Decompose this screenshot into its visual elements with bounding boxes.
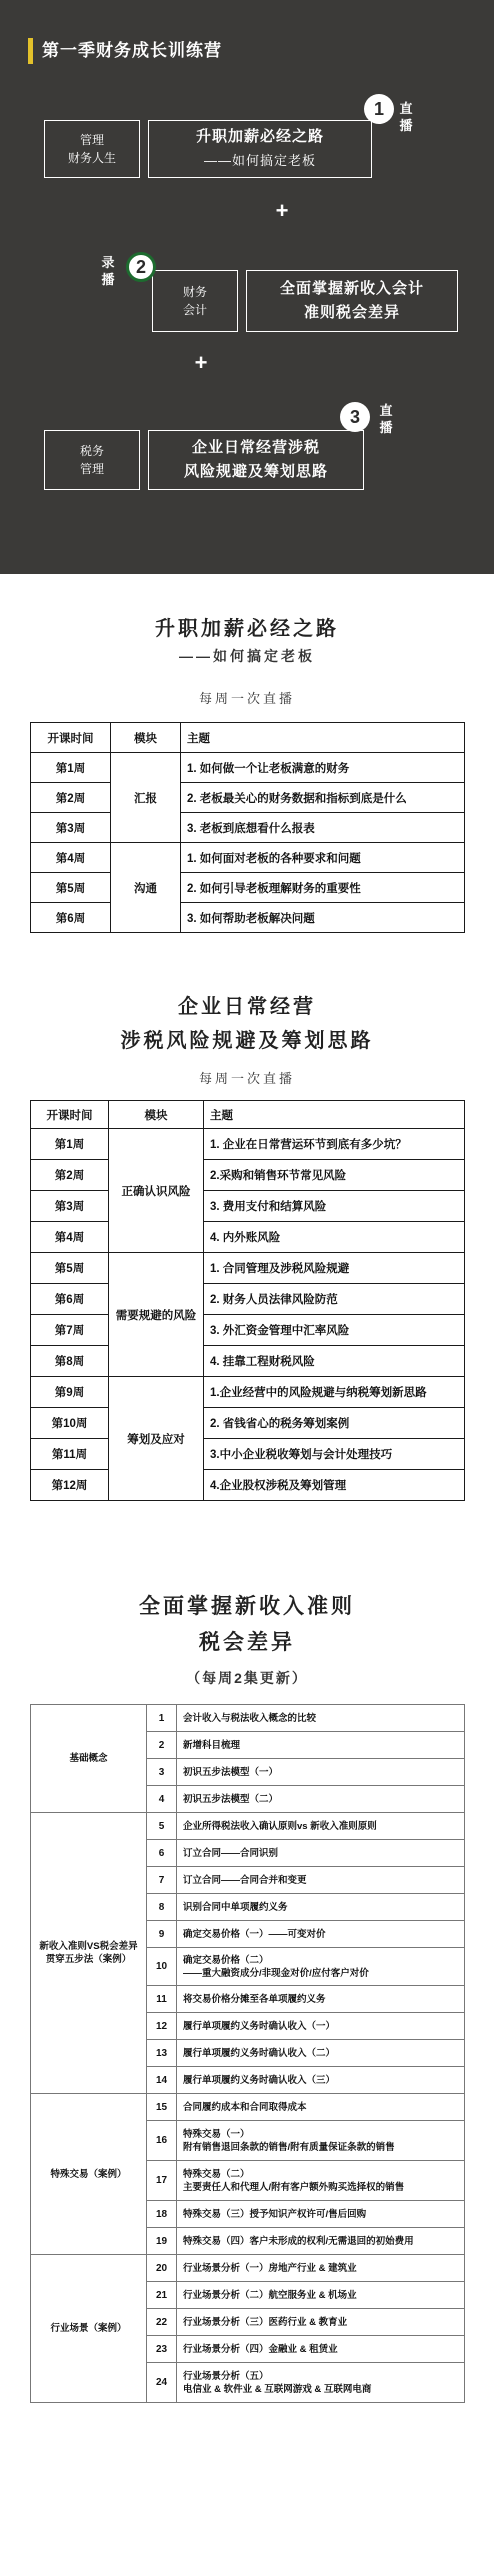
week-cell: 第3周: [31, 813, 111, 843]
topic-cell: 4. 内外账风险: [204, 1222, 465, 1253]
course1-frequency: 每周一次直播: [198, 691, 295, 706]
category-line: 管理: [79, 462, 104, 476]
lesson-title: 初识五步法模型（一）: [177, 1759, 465, 1786]
lesson-title: 新增科目梳理: [177, 1732, 465, 1759]
table-row: [31, 1377, 465, 1408]
module-cell: 筹划及应对: [109, 1377, 204, 1501]
table-row: [31, 1129, 465, 1160]
lesson-title: 企业所得税法收入确认原则vs 新收入准则原则: [177, 1813, 465, 1840]
lesson-title: 履行单项履约义务时确认收入（二）: [177, 2040, 465, 2067]
category-line: 财务人生: [67, 151, 116, 165]
header-topic: 主题: [204, 1101, 465, 1129]
topic-cell: 2. 省钱省心的税务筹划案例: [204, 1408, 465, 1439]
lesson-number: 18: [147, 2201, 177, 2228]
topic-cell: 3.中小企业税收筹划与会计处理技巧: [204, 1439, 465, 1470]
table-row: [31, 1470, 465, 1501]
lesson-number: 19: [147, 2228, 177, 2255]
table-row: [31, 783, 465, 813]
header-module: 模块: [111, 723, 181, 753]
week-cell: 第5周: [31, 873, 111, 903]
lesson-number: 23: [147, 2336, 177, 2363]
table-header-row: [31, 1101, 465, 1129]
lesson-title-line2: 附有销售退回条款的销售/附有质量保证条款的销售: [183, 2141, 395, 2153]
topic-cell: 3. 外汇资金管理中汇率风险: [204, 1315, 465, 1346]
course3-frequency: （每周2集更新）: [186, 1670, 308, 1686]
lesson-number: 8: [147, 1894, 177, 1921]
lesson-title: 行业场景分析（一）房地产行业 & 建筑业: [177, 2255, 465, 2282]
lesson-number: 14: [147, 2067, 177, 2094]
table-row: [31, 1222, 465, 1253]
table-row: [31, 2255, 465, 2282]
lesson-number: 10: [147, 1948, 177, 1986]
course1-title: 升职加薪必经之路: [155, 618, 339, 640]
table-row: [31, 873, 465, 903]
lesson-title-line1: 特殊交易（一）: [183, 2128, 250, 2140]
course1-schedule-table: [30, 722, 465, 933]
lesson-number: 11: [147, 1986, 177, 2013]
week-cell: 第1周: [31, 753, 111, 783]
lesson-title: 行业场景分析（二）航空服务业 & 机场业: [177, 2282, 465, 2309]
group-cell: 行业场景（案例）: [31, 2255, 147, 2403]
module-cell: 沟通: [111, 843, 181, 933]
category-line: 财务: [182, 285, 207, 299]
course2-title-line2: 涉税风险规避及筹划思路: [120, 1030, 374, 1052]
lesson-title: 确定交易价格（一）——可变对价: [177, 1921, 465, 1948]
topic-cell: 1. 合同管理及涉税风险规避: [204, 1253, 465, 1284]
lesson-title: 行业场景分析（四）金融业 & 租赁业: [177, 2336, 465, 2363]
course-main-title: 全面掌握新收入会计: [279, 280, 424, 297]
table-row: [31, 1284, 465, 1315]
lesson-number: 15: [147, 2094, 177, 2121]
topic-cell: 2. 老板最关心的财务数据和指标到底是什么: [181, 783, 465, 813]
course-main-title: 升职加薪必经之路: [195, 128, 324, 145]
topic-cell: 3. 费用支付和结算风险: [204, 1191, 465, 1222]
table-row: [31, 813, 465, 843]
table-row: [31, 1160, 465, 1191]
table-row: [31, 903, 465, 933]
week-cell: 第11周: [31, 1439, 109, 1470]
week-cell: 第7周: [31, 1315, 109, 1346]
lesson-number: 6: [147, 1840, 177, 1867]
lesson-title: 识别合同中单项履约义务: [177, 1894, 465, 1921]
week-cell: 第3周: [31, 1191, 109, 1222]
course2-title-line1: 企业日常经营: [178, 996, 316, 1018]
course-name-3[interactable]: [148, 430, 364, 490]
course-category-1: [44, 120, 140, 178]
lesson-number: 7: [147, 1867, 177, 1894]
week-cell: 第9周: [31, 1377, 109, 1408]
lesson-number: 3: [147, 1759, 177, 1786]
course3-title-line2: 税会差异: [199, 1631, 295, 1654]
lesson-number: 21: [147, 2282, 177, 2309]
plus-icon: +: [275, 198, 289, 223]
module-cell: 汇报: [111, 753, 181, 843]
lesson-number: 16: [147, 2121, 177, 2161]
lesson-title: 行业场景分析（三）医药行业 & 教育业: [177, 2309, 465, 2336]
week-cell: 第10周: [31, 1408, 109, 1439]
title-accent-bar: [28, 38, 33, 64]
lesson-number: 2: [147, 1732, 177, 1759]
number-badge-3: 3: [340, 402, 370, 432]
table-row: [31, 1346, 465, 1377]
lesson-title: 特殊交易（四）客户未形成的权利/无需退回的初始费用: [177, 2228, 465, 2255]
header-time: 开课时间: [31, 1101, 109, 1129]
hero-panel: [0, 0, 494, 574]
lesson-title-two-line: [177, 2363, 465, 2403]
lesson-title-line2: 电信业 & 软件业 & 互联网游戏 & 互联网电商: [183, 2383, 372, 2395]
lesson-number: 1: [147, 1705, 177, 1732]
week-cell: 第1周: [31, 1129, 109, 1160]
lesson-title-line1: 确定交易价格（二）: [183, 1954, 269, 1966]
header-topic: 主题: [181, 723, 465, 753]
course-subtitle: ——如何搞定老板: [203, 153, 316, 168]
table-row: [31, 1408, 465, 1439]
lesson-title-two-line: [177, 2161, 465, 2201]
lesson-title: 履行单项履约义务时确认收入（三）: [177, 2067, 465, 2094]
table-row: [31, 753, 465, 783]
live-tag-1: 直播: [399, 101, 413, 133]
live-tag-3: 直播: [379, 403, 393, 435]
table-row: [31, 1439, 465, 1470]
plus-icon: +: [194, 350, 208, 375]
week-cell: 第4周: [31, 843, 111, 873]
week-cell: 第2周: [31, 1160, 109, 1191]
table-row: [31, 1813, 465, 1840]
topic-cell: 2. 财务人员法律风险防范: [204, 1284, 465, 1315]
table-row: [31, 1253, 465, 1284]
week-cell: 第5周: [31, 1253, 109, 1284]
header-module: 模块: [109, 1101, 204, 1129]
table-row: [31, 843, 465, 873]
lesson-title-two-line: [177, 2121, 465, 2161]
topic-cell: 3. 如何帮助老板解决问题: [181, 903, 465, 933]
lesson-number: 17: [147, 2161, 177, 2201]
category-line: 管理: [79, 133, 104, 147]
topic-cell: 1. 如何面对老板的各种要求和问题: [181, 843, 465, 873]
course-main-title-line2: 准则税会差异: [303, 304, 400, 321]
week-cell: 第12周: [31, 1470, 109, 1501]
topic-cell: 1. 如何做一个让老板满意的财务: [181, 753, 465, 783]
course3-lesson-table: [30, 1704, 465, 2403]
group-cell: 特殊交易（案例）: [31, 2094, 147, 2255]
lesson-title: 履行单项履约义务时确认收入（一）: [177, 2013, 465, 2040]
week-cell: 第6周: [31, 903, 111, 933]
topic-cell: 4.企业股权涉税及筹划管理: [204, 1470, 465, 1501]
course-main-title: 企业日常经营涉税: [191, 439, 320, 456]
course2-frequency: 每周一次直播: [198, 1071, 295, 1086]
category-line: 税务: [79, 444, 104, 458]
lesson-title-line1: 行业场景分析（五）: [183, 2370, 269, 2382]
category-line: 会计: [182, 303, 207, 317]
lesson-title-two-line: [177, 1948, 465, 1986]
course1-subtitle: ——如何搞定老板: [179, 648, 315, 664]
lesson-number: 9: [147, 1921, 177, 1948]
lesson-title: 初识五步法模型（二）: [177, 1786, 465, 1813]
module-cell: 需要规避的风险: [109, 1253, 204, 1377]
group-cell: 新收入准则VS税会差异贯穿五步法（案例）: [31, 1813, 147, 2094]
topic-cell: 2. 如何引导老板理解财务的重要性: [181, 873, 465, 903]
course-name-1[interactable]: [148, 120, 372, 178]
topic-cell: 1. 企业在日常营运环节到底有多少坑？: [204, 1129, 465, 1160]
lesson-title-line2: ——重大融资成分/非现金对价/应付客户对价: [183, 1967, 369, 1979]
week-cell: 第6周: [31, 1284, 109, 1315]
lesson-title: 特殊交易（三）授予知识产权许可/售后回购: [177, 2201, 465, 2228]
course3-title-line1: 全面掌握新收入准则: [139, 1595, 355, 1618]
lesson-title: 订立合同——合同合并和变更: [177, 1867, 465, 1894]
lesson-title: 将交易价格分摊至各单项履约义务: [177, 1986, 465, 2013]
lesson-title-line1: 特殊交易（二）: [183, 2168, 250, 2180]
number-badge-2: 2: [126, 252, 156, 282]
table-header-row: [31, 723, 465, 753]
table-row: [31, 1191, 465, 1222]
table-row: [31, 1705, 465, 1732]
week-cell: 第4周: [31, 1222, 109, 1253]
lesson-number: 22: [147, 2309, 177, 2336]
lesson-number: 5: [147, 1813, 177, 1840]
header-time: 开课时间: [31, 723, 111, 753]
lesson-number: 12: [147, 2013, 177, 2040]
recorded-tag-2: 录播: [101, 255, 115, 287]
table-row: [31, 2094, 465, 2121]
lesson-title-line2: 主要责任人和代理人/附有客户额外购买选择权的销售: [183, 2181, 405, 2193]
week-cell: 第2周: [31, 783, 111, 813]
week-cell: 第8周: [31, 1346, 109, 1377]
topic-cell: 3. 老板到底想看什么报表: [181, 813, 465, 843]
lesson-number: 4: [147, 1786, 177, 1813]
group-cell: 基础概念: [31, 1705, 147, 1813]
module-cell: 正确认识风险: [109, 1129, 204, 1253]
course-category-3: [44, 430, 140, 490]
course-main-title-line2: 风险规避及筹划思路: [183, 463, 328, 480]
topic-cell: 2.采购和销售环节常见风险: [204, 1160, 465, 1191]
number-badge-1: 1: [364, 94, 394, 124]
topic-cell: 4. 挂靠工程财税风险: [204, 1346, 465, 1377]
lesson-number: 20: [147, 2255, 177, 2282]
course-category-2: [152, 270, 238, 332]
course-name-2[interactable]: [246, 270, 458, 332]
topic-cell: 1.企业经营中的风险规避与纳税筹划新思路: [204, 1377, 465, 1408]
hero-title: 第一季财务成长训练营: [42, 41, 222, 60]
lesson-number: 13: [147, 2040, 177, 2067]
table-row: [31, 1315, 465, 1346]
lesson-title: 合同履约成本和合同取得成本: [177, 2094, 465, 2121]
lesson-number: 24: [147, 2363, 177, 2403]
lesson-title: 会计收入与税法收入概念的比较: [177, 1705, 465, 1732]
lesson-title: 订立合同——合同识别: [177, 1840, 465, 1867]
course2-schedule-table: [30, 1100, 465, 1501]
